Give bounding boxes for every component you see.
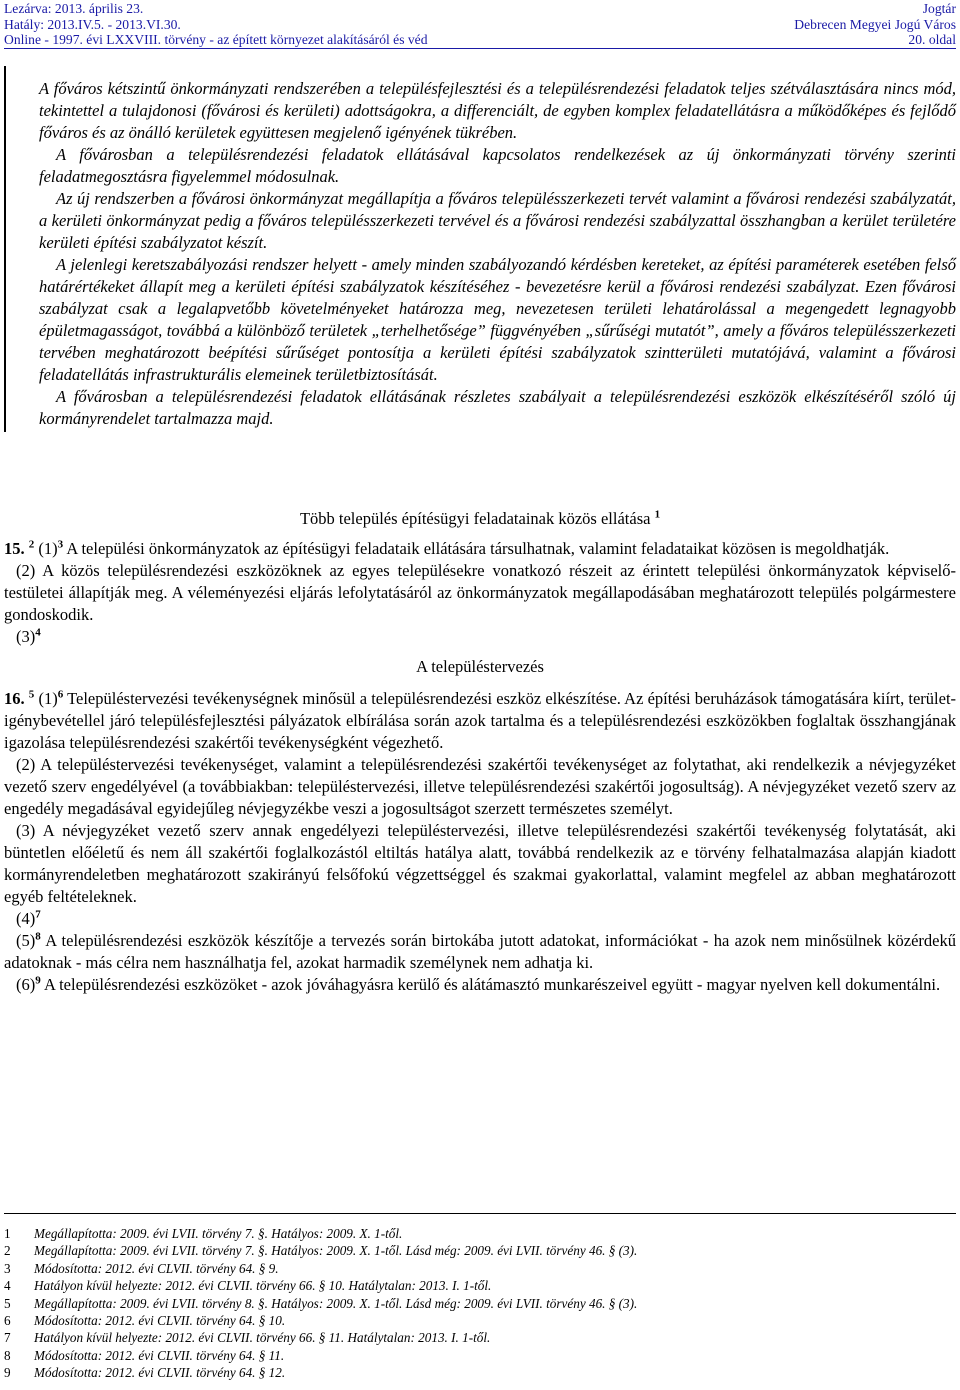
footnote: 3 Módosította: 2012. évi CLVII. törvény 64. § 9. — [4, 1260, 279, 1276]
footnote: 6 Módosította: 2012. évi CLVII. törvény 64. § 10. — [4, 1313, 286, 1329]
footnote-ref[interactable]: 5 — [28, 688, 35, 701]
footnote-ref[interactable]: 6 — [57, 688, 64, 701]
note-paragraph: Az új rendszerben a fővárosi önkormányzat megállapítja a főváros településszerkezeti tervét valamint a fővárosi rendezési szabályzatát, a kerületi önkormányzat pedig a főváros településszerkezeti tervével és a fővárosi rendezési szabályzattal összhangban a kerület területére kerületi építési szabályzatot készít. — [39, 189, 956, 252]
footnote: 5 Megállapította: 2009. évi LVII. törvény 8. §. Hatályos: 2009. X. 1-től. Lásd még: 2009. évi LVII. törvény 46. § (3). — [4, 1295, 638, 1311]
section-number: 16. — [4, 689, 25, 708]
footnote-ref[interactable]: 7 — [35, 908, 41, 921]
footnote-ref[interactable]: 4 — [35, 626, 41, 639]
footnote: 1 Megállapította: 2009. évi LVII. törvény 7. §. Hatályos: 2009. X. 1-től. — [4, 1226, 403, 1241]
header-page-number: 20. oldal — [908, 32, 956, 47]
paragraph-16-3: (3) A névjegyzéket vezető szerv annak engedélyezi településtervezési, illetve településrendezési szakértői tevékenység folytatását, aki büntetlen előéletű és nem áll szakértői foglalkozástól eltiltás hatálya alatt, továbbá rendelkezik az e törvény felhatalmazása alapján kiadott kormányrendeletben meghatározott szakirányú felsőfokú végzettséggel és szakmai gyakorlattal, valamint megfelel az abban meghatározott egyéb feltételeknek. — [4, 821, 956, 906]
paragraph-15-2: (2) A közös településrendezési eszközöknek az egyes településekre vonatkozó részeit az érintett települési önkormányzatok képviselő-testületei állapítják meg. A véleményezési eljárás lefolytatásáról az önkormányzatok megállapodásában meghatározott település polgármestere gondoskodik. — [4, 561, 956, 624]
note-margin-bar — [4, 66, 6, 432]
paragraph-15-1: 15. $^2$ $(1)^3$ A települési önkormányzatok az építésügyi feladataik ellátására társulhatnak, valamint feladataikat közösen is megoldhatják. — [4, 538, 890, 558]
footnote-ref[interactable]: 2 — [28, 538, 35, 551]
paragraph-16-6: $(6)^9$ A településrendezési eszközöket - azok jóváhagyásra kerülő és alátámasztó munkarészeivel együtt - magyar nyelven kell dokumentálni. — [16, 974, 941, 994]
footnote-ref[interactable]: 3 — [57, 538, 64, 551]
section-number: 15. — [4, 539, 25, 558]
header-rule — [4, 48, 956, 49]
footnote-rule — [4, 1213, 956, 1214]
header-brand: Jogtár — [922, 1, 956, 16]
footnote: 2 Megállapította: 2009. évi LVII. törvény 7. §. Hatályos: 2009. X. 1-től. Lásd még: 2009. évi LVII. törvény 46. § (3). — [4, 1243, 638, 1259]
header-law-title: Online - 1997. évi LXXVIII. törvény - az épített környezet alakításáról és véd — [4, 32, 428, 47]
footnote-ref[interactable]: 8 — [35, 930, 41, 943]
section-title: Több település építésügyi feladatainak közös ellátása $^1$ — [299, 508, 661, 528]
header-right — [794, 1, 956, 48]
header-validity: Hatály: 2013.IV.5. - 2013.VI.30. — [4, 16, 181, 32]
paragraph-16-5: $(5)^8$ A településrendezési eszközök készítője a tervezés során birtokába jutott adatokat, információkat - ha azok nem minősülnek közérdekű adatoknak - más célra nem használhatja fel, azokat harmadik személynek nem adhatja ki. — [4, 930, 956, 972]
law-body — [4, 508, 956, 996]
paragraph-16-4: $(4)^7$ — [16, 908, 41, 928]
footnote: 9 Módosította: 2012. évi CLVII. törvény 64. § 12. — [4, 1365, 286, 1381]
footnote: 7 Hatályon kívül helyezte: 2012. évi CLVII. törvény 66. § 11. Hatálytalan: 2013. I. 1-től. — [4, 1330, 491, 1346]
note-paragraph: A fővárosban a településrendezési feladatok ellátásának részletes szabályait a településrendezési eszközök elkészítéséről szóló új kormányrendelet tartalmazza majd. — [39, 387, 956, 428]
note-paragraph: A főváros kétszintű önkormányzati rendszerében a településfejlesztési és a településrendezési feladatok teljes szétválasztására nincs mód, tekintettel a tulajdonosi (fővárosi és kerületi) adottságokra, a differenciált, de egyben komplex feladatellátásra a működőképes és fejlődő főváros és az önálló kerületek együttesen megjelenő igényének tükrében. — [39, 79, 956, 142]
paragraph-16-1: 16. $^5$ $(1)^6$ Településtervezési tevékenységnek minősül a településrendezési eszköz elkészítése. Az építési beruházások támogatására kiírt, terület-igénybevétellel járó településfejlesztési pályázatok elbírálása során azok tartalma és a településrendezési eszközökben foglaltak összhangjának igazolása településrendezési szakértői tevékenységként végezhető. — [4, 688, 957, 752]
paragraph-15-3: $(3)^4$ — [16, 626, 41, 646]
footnote-ref[interactable]: 9 — [35, 974, 41, 987]
note-paragraph: A fővárosban a településrendezési feladatok ellátásával kapcsolatos rendelkezések az új önkormányzati törvény szerinti feladatmegosztásra figyelemmel módosulnak. — [39, 145, 956, 186]
page-header — [4, 1, 956, 47]
header-left — [4, 1, 428, 48]
footnote: 8 Módosította: 2012. évi CLVII. törvény 64. § 11. — [4, 1347, 285, 1363]
footnotes — [4, 1225, 956, 1382]
section-title: A településtervezés — [416, 657, 544, 676]
footnote-ref[interactable]: 1 — [654, 508, 661, 521]
note-paragraph: A jelenlegi keretszabályozási rendszer helyett - amely minden szabályozandó kérdésben kereteket, az építési paraméterek esetében felső határértékeket állapít meg a kerületi építési szabályzatok készítéséhez - bevezetésre kerül a fővárosi rendezési szabályzat. Ezen fővárosi szabályzat csak a legalapvetőbb követelményeket határozza meg, nevezetesen területi lehatárolással a megengedett legnagyobb épületmagasságot, továbbá a különböző területek „terhelhetősége” függvényében „sűrűségi mutatót”, amely a főváros településszerkezeti tervében meghatározott beépítési sűrűséget pontosítja a kerületi építési szabályzatok szintterületi mutatójává, valamint a fővárosi feladatellátás infrastrukturális elemeinek területbiztosítását. — [39, 255, 956, 384]
paragraph-16-2: (2) A településtervezési tevékenységet, valamint a településrendezési szakértői tevékenységet az folytathat, aki rendelkezik a névjegyzéket vezető szerv engedélyével (a továbbiakban: településtervezési, illetve településrendezési szakértői jogosultság). A névjegyzéket vezető szerv az engedély megadásával egyidejűleg névjegyzékbe veszi a jogosultságot szerzett természetes személyt. — [4, 755, 956, 818]
header-closed-date: Lezárva: 2013. április 23. — [4, 1, 144, 16]
header-licensee: Debrecen Megyei Jogú Város — [794, 16, 956, 32]
explanatory-note — [4, 78, 956, 430]
footnote: 4 Hatályon kívül helyezte: 2012. évi CLVII. törvény 66. § 10. Hatálytalan: 2013. I. 1-től. — [4, 1278, 492, 1294]
